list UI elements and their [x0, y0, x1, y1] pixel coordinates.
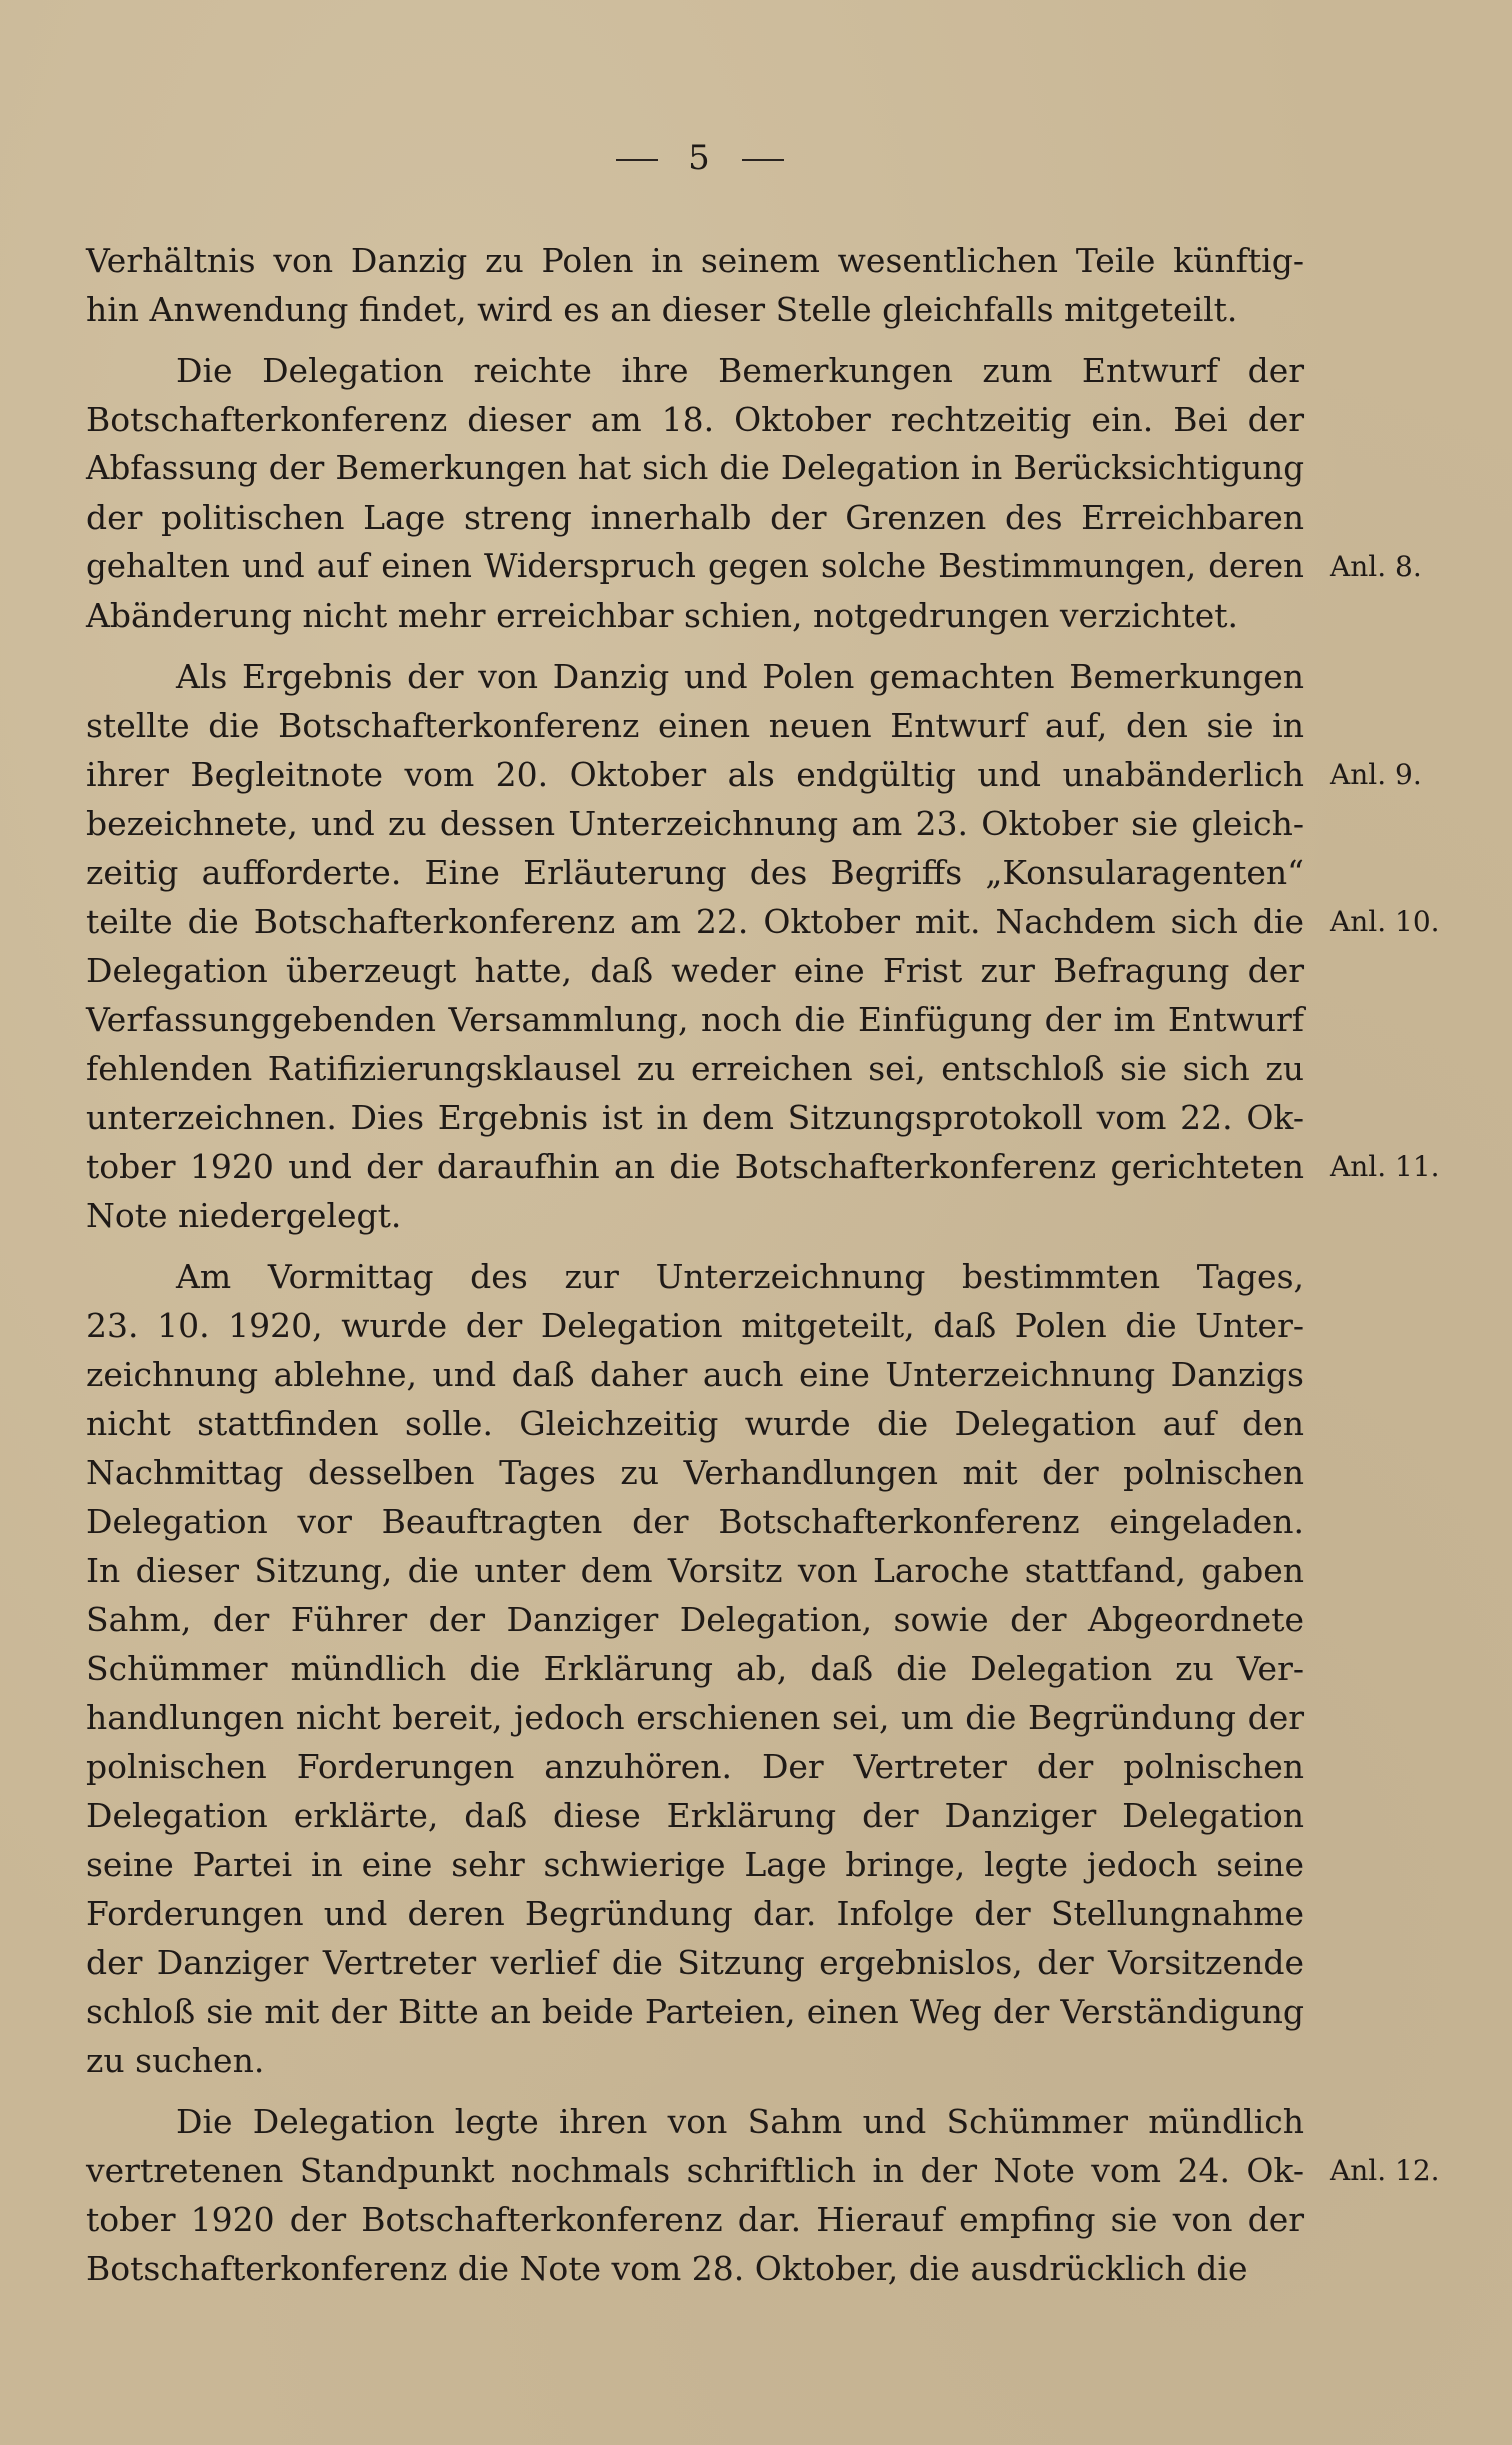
text-line: [86, 701, 1304, 750]
text-line: [86, 444, 1304, 493]
margin-note-attachment-ref: Anl. 11.: [1330, 1150, 1440, 1183]
text-line: [86, 2097, 1304, 2146]
text-line: [86, 1938, 1304, 1987]
line-text: vertretenen Standpunkt nochmals schriftlich in der Note vom 24. Ok-: [86, 2151, 1304, 2190]
text-line: [86, 1044, 1304, 1093]
text-line: [86, 1399, 1304, 1448]
line-text: fehlenden Ratifizierungsklausel zu erreichen sei, entschloß sie sich zu: [86, 1049, 1304, 1088]
text-line: [86, 897, 1440, 946]
paragraph: [86, 1252, 1304, 2085]
line-text: nicht stattfinden solle. Gleichzeitig wurde die Delegation auf den: [86, 1404, 1304, 1443]
paragraph: [86, 236, 1304, 334]
text-line: [86, 236, 1304, 285]
line-text: Forderungen und deren Begründung dar. Infolge der Stellungnahme: [86, 1894, 1304, 1933]
text-line: [86, 1448, 1304, 1497]
body-text: [86, 236, 1440, 2305]
paragraph: [86, 2097, 1440, 2293]
text-line: [86, 1840, 1304, 1889]
line-text: tober 1920 der Botschafterkonferenz dar. Hierauf empfing sie von der: [86, 2200, 1304, 2239]
line-text: Sahm, der Führer der Danziger Delegation, sowie der Abgeordnete: [86, 1600, 1304, 1639]
line-text: der politischen Lage streng innerhalb der Grenzen des Erreichbaren: [86, 498, 1304, 537]
line-text: Verfassunggebenden Versammlung, noch die Einfügung der im Entwurf: [86, 1000, 1304, 1039]
line-text: Delegation überzeugt hatte, daß weder eine Frist zur Befragung der: [86, 951, 1304, 990]
margin-note-attachment-ref: Anl. 9.: [1330, 758, 1422, 791]
text-line: [86, 1644, 1304, 1693]
line-text: Die Delegation reichte ihre Bemerkungen zum Entwurf der: [176, 351, 1304, 390]
text-line: [86, 750, 1422, 799]
line-text: seine Partei in eine sehr schwierige Lage bringe, legte jedoch seine: [86, 1845, 1304, 1884]
line-text: zeichnung ablehne, und daß daher auch eine Unterzeichnung Danzigs: [86, 1355, 1304, 1394]
text-line: [86, 2195, 1304, 2244]
line-text: hin Anwendung findet, wird es an dieser Stelle gleichfalls mitgeteilt.: [86, 290, 1238, 329]
line-text: unterzeichnen. Dies Ergebnis ist in dem Sitzungsprotokoll vom 22. Ok-: [86, 1098, 1304, 1137]
text-line: [86, 848, 1304, 897]
text-line: [86, 1093, 1304, 1142]
text-line: [86, 1791, 1304, 1840]
line-text: In dieser Sitzung, die unter dem Vorsitz von Laroche stattfand, gaben: [86, 1551, 1304, 1590]
line-text: ihrer Begleitnote vom 20. Oktober als endgültig und unabänderlich: [86, 755, 1304, 794]
text-line: [86, 1301, 1304, 1350]
text-line: [86, 2146, 1440, 2195]
line-text: Note niedergelegt.: [86, 1196, 402, 1235]
page-number-dash-right: [742, 159, 784, 161]
text-line: [86, 395, 1304, 444]
line-text: zeitig aufforderte. Eine Erläuterung des Begriffs „Konsularagenten“: [86, 853, 1304, 892]
line-text: Verhältnis von Danzig zu Polen in seinem wesentlichen Teile künftig-: [86, 241, 1304, 280]
text-line: [86, 2244, 1304, 2293]
text-line: [86, 946, 1304, 995]
line-text: bezeichnete, und zu dessen Unterzeichnung am 23. Oktober sie gleich-: [86, 804, 1304, 843]
text-line: [86, 1693, 1304, 1742]
text-line: [86, 1595, 1304, 1644]
text-line: [86, 1142, 1440, 1191]
text-line: [86, 542, 1422, 591]
line-text: teilte die Botschafterkonferenz am 22. Oktober mit. Nachdem sich die: [86, 902, 1304, 941]
line-text: der Danziger Vertreter verlief die Sitzung ergebnislos, der Vorsitzende: [86, 1943, 1304, 1982]
text-line: [86, 1497, 1304, 1546]
text-line: [86, 652, 1304, 701]
line-text: handlungen nicht bereit, jedoch erschienen sei, um die Begründung der: [86, 1698, 1304, 1737]
text-line: [86, 1546, 1304, 1595]
line-text: 23. 10. 1920, wurde der Delegation mitgeteilt, daß Polen die Unter-: [86, 1306, 1304, 1345]
line-text: Botschafterkonferenz die Note vom 28. Oktober, die ausdrücklich die: [86, 2249, 1248, 2288]
text-line: [86, 1987, 1304, 2036]
paragraph: [86, 346, 1422, 640]
line-text: gehalten und auf einen Widerspruch gegen solche Bestimmungen, deren: [86, 547, 1304, 585]
line-text: schloß sie mit der Bitte an beide Parteien, einen Weg der Verständigung: [86, 1992, 1304, 2031]
line-text: Die Delegation legte ihren von Sahm und Schümmer mündlich: [176, 2102, 1304, 2141]
page-number: [0, 138, 1400, 178]
page-number-value: 5: [688, 138, 712, 178]
margin-note-attachment-ref: Anl. 12.: [1330, 2154, 1440, 2187]
margin-note-attachment-ref: Anl. 8.: [1330, 550, 1422, 583]
line-text: stellte die Botschafterkonferenz einen neuen Entwurf auf, den sie in: [86, 706, 1304, 745]
text-line: [86, 2036, 1304, 2085]
line-text: polnischen Forderungen anzuhören. Der Vertreter der polnischen: [86, 1747, 1304, 1786]
text-line: [86, 493, 1304, 542]
line-text: Botschafterkonferenz dieser am 18. Oktober rechtzeitig ein. Bei der: [86, 400, 1304, 439]
text-line: [86, 1350, 1304, 1399]
text-line: [86, 1889, 1304, 1938]
page-number-dash-left: [616, 159, 658, 161]
line-text: Nachmittag desselben Tages zu Verhandlungen mit der polnischen: [86, 1453, 1304, 1492]
text-line: [86, 346, 1304, 395]
line-text: Delegation erklärte, daß diese Erklärung der Danziger Delegation: [86, 1796, 1304, 1835]
margin-note-attachment-ref: Anl. 10.: [1330, 905, 1440, 938]
line-text: Delegation vor Beauftragten der Botschafterkonferenz eingeladen.: [86, 1502, 1304, 1541]
line-text: zu suchen.: [86, 2041, 265, 2080]
line-text: tober 1920 und der daraufhin an die Botschafterkonferenz gerichteten: [86, 1147, 1304, 1186]
line-text: Abfassung der Bemerkungen hat sich die Delegation in Berücksichtigung: [86, 449, 1304, 487]
text-line: [86, 799, 1304, 848]
line-text: Am Vormittag des zur Unterzeichnung bestimmten Tages,: [176, 1257, 1304, 1296]
text-line: [86, 995, 1304, 1044]
line-text: Als Ergebnis der von Danzig und Polen gemachten Bemerkungen: [176, 657, 1304, 696]
line-text: Schümmer mündlich die Erklärung ab, daß die Delegation zu Ver-: [86, 1649, 1304, 1688]
text-line: [86, 285, 1304, 334]
text-line: [86, 1742, 1304, 1791]
text-line: [86, 591, 1304, 640]
text-line: [86, 1252, 1304, 1301]
text-line: [86, 1191, 1304, 1240]
paragraph: [86, 652, 1440, 1240]
line-text: Abänderung nicht mehr erreichbar schien, notgedrungen verzichtet.: [86, 596, 1239, 635]
